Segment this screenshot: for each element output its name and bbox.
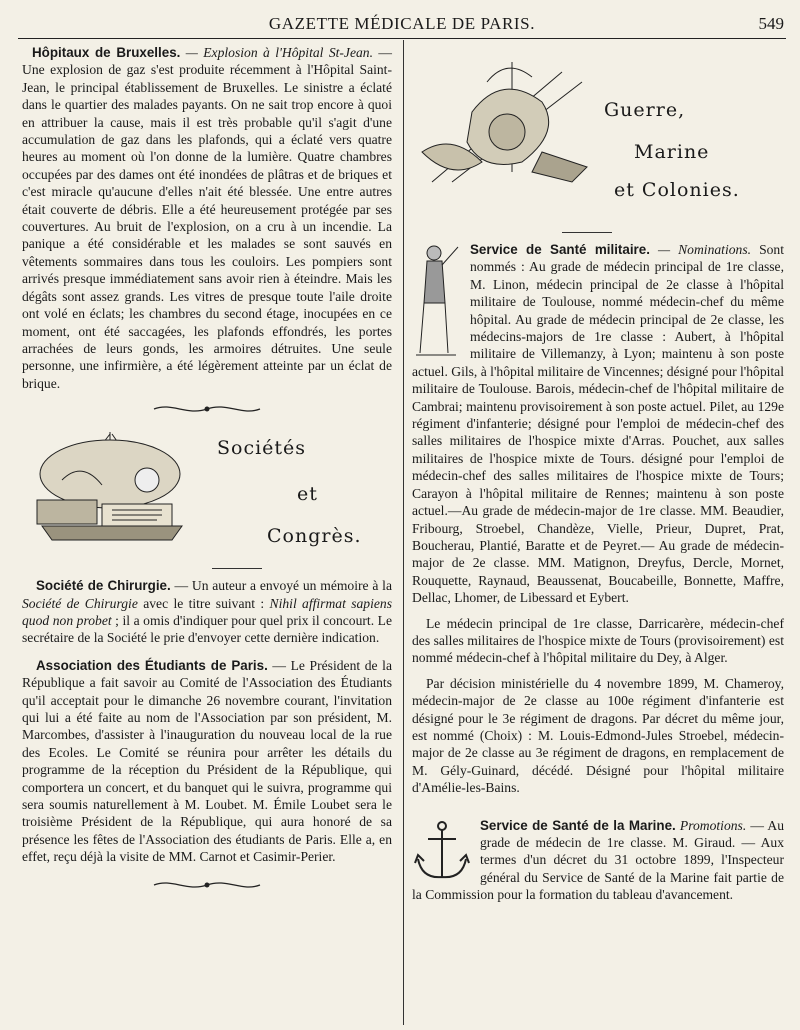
chirurgie-heading: Société de Chirurgie. bbox=[36, 578, 171, 594]
page-header bbox=[18, 10, 786, 39]
column-divider bbox=[403, 40, 404, 1025]
hospitals-article bbox=[22, 44, 392, 392]
chirurgie-italic-1: Société de Chirurgie bbox=[22, 595, 138, 611]
banner-line-3: et Colonies. bbox=[614, 179, 740, 201]
chirurgie-body-1: — Un auteur a envoyé un mémoire à la bbox=[170, 578, 392, 594]
association-heading: Association des Étudiants de Paris. bbox=[36, 657, 268, 673]
marine-article bbox=[412, 817, 784, 904]
militaire-body-3: Par décision ministérielle du 4 novembre 1899, M. Chameroy, médecin-major de 2e classe au 100e régiment d'infanterie est désigné pour le 3e régiment de dragons. Par décret du même jour, est nommé (Choix) : M. Louis-Edmond-Jules Stroebel, médecin-major de 2e classe au 3e régiment de dragons, en remplacement de M. Gély-Guinard, décédé. Désigné pour l'hôpital militaire d'Amélie-les-Bains. bbox=[412, 675, 784, 796]
journal-title: GAZETTE MÉDICALE DE PARIS. bbox=[268, 14, 536, 33]
banner-line-3: Congrès. bbox=[267, 525, 362, 548]
guerre-banner bbox=[412, 52, 784, 202]
militaire-body-1: Sont nommés : Au grade de médecin principal de 1re classe, M. Linon, médecin principal de 2e classe à l'hôpital militaire de Toulouse, nommé médecin-chef du même hôpital. Au grade de médecin principal de 2e classe, les médecins-majors de 1re classe : Aubert, à l'hôpital militaire de Villemanzy, à Lyon; maintenu à son poste actuel. Gils, à l'hôpital militaire de Vincennes; désigné pour l'hôpital militaire de Toulouse. Barois, médecin-chef de l'hôpital militaire de Cambrai; maintenu provisoirement à son poste actuel. Pilet, au 129e régiment d'infanterie; désigné pour l'emploi de médecin-chef des salles militaires de l'hospice mixte d'Arras. Pouchet, aux salles militaires de l'hospice mixte de Tours. désigné pour l'emploi de médecin-chef des salles militaires de l'hospice mixte de Tours; Carayon à l'hôpital militaire de Rennes; maintenu à son poste actuel.—Au grade de médecin-major de 1re classe. MM. Beaudier, Fribourg, Stroebel, Chandèze, Vielle, Prieur, Dupret, Prat, Boucherau, Plantié, Baratte et de Peyret.— Au grade de médecin-major de 2e classe. MM. Matignon, Dreyfus, Dercle, Mornet, Rouquette, Raynaud, Beaussenat, Boucabeille, Bonnette, Maffre, Dellac, Lhomer, de Libessard et Eybert. bbox=[412, 242, 784, 606]
short-rule bbox=[212, 568, 262, 569]
soldier-engraving-icon bbox=[412, 243, 462, 361]
trophy-engraving-icon bbox=[412, 52, 602, 192]
banner-line-1: Sociétés bbox=[217, 437, 307, 460]
flourish-divider-icon bbox=[152, 878, 262, 892]
chirurgie-body-2: avec le titre suivant : bbox=[137, 595, 270, 611]
banner-line-2: Marine bbox=[634, 141, 710, 163]
right-column bbox=[412, 44, 784, 904]
militaire-subheading: — Nominations. bbox=[649, 242, 752, 257]
hospitals-subheading: — Explosion à l'Hôpital St-Jean. bbox=[185, 45, 373, 60]
militaire-article bbox=[412, 241, 784, 797]
chirurgie-body-3: ; il a omis d'indiquer pour quel prix il concourt. Le secrétaire de la Société le prie d'envoyer cette dernière indication. bbox=[22, 612, 392, 646]
societes-banner bbox=[22, 422, 392, 562]
marine-heading: Service de Santé de la Marine. bbox=[480, 817, 676, 833]
marine-subheading: Promotions. bbox=[675, 817, 747, 833]
militaire-heading: Service de Santé militaire. bbox=[470, 242, 650, 257]
hospitals-heading: Hôpitaux de Bruxelles. bbox=[32, 45, 181, 60]
militaire-body-2: Le médecin principal de 1re classe, Darricarère, médecin-chef des salles militaires de l'hospice mixte de Tours (provisoirement) est nommé médecin-chef à l'hôpital militaire du Dey, à Alger. bbox=[412, 615, 784, 666]
anchor-icon bbox=[412, 819, 472, 883]
hospitals-body: — Une explosion de gaz s'est produite récemment à l'Hôpital Saint-Jean, le principal établissement de Bruxelles. Le sinistre a éclaté dans le quartier des malades payants. On ne sait trop encore à quoi en attribuer la cause, mais il est très probable qu'il s'agit d'une accumulation de gaz dans les plafonds, qui a éclaté vers quatre heures au moment où l'on donne de la lumière. Quatre chambres occupées par des dames ont été inondées de plâtras et de briques et c'est miracle qu'aucune d'elles n'ait été blessée. Une entre autres était couverte de débris. Elle a été heureusement protégée par ses couvertures. Au bruit de l'explosion, on a cru à un incendie. La panique a été considérable et les malades se sont sauvés en vêtements sommaires dans tous les couloirs. Les pompiers sont arrivés presque immédiatement sans avoir rien à éteindre. Mais les dégâts sont assez grands. Les vitres de presque toute l'aile droite ont volé en éclats; les chambres du second étage, inocupées en ce moment, ont été saccagées, les plafonds effondrés, les portes arrachées de leurs gonds, les armoires détruites. Une seule personne, une infirmière, a été légèrement atteinte par un éclat de brique. bbox=[22, 45, 392, 391]
marine-body: — Au grade de médecin de 1re classe. M. Giraud. — Aux termes d'un décret du 31 octobre 1899, l'Inspecteur général du Service de Santé de la Marine fait partie de la Commission pour la formation du tableau d'avancement. bbox=[412, 817, 784, 903]
page-number: 549 bbox=[758, 14, 784, 33]
short-rule bbox=[562, 232, 612, 233]
chirurgie-italic-2: Nihil affirmat sapiens quod non probet bbox=[22, 595, 392, 628]
flourish-divider-icon bbox=[152, 402, 262, 416]
chirurgie-article bbox=[22, 577, 392, 647]
books-engraving-icon bbox=[22, 430, 197, 548]
association-body: — Le Président de la République a fait savoir au Comité de l'Association des Étudiants qu'il acceptait pour le dimanche 26 novembre courant, l'invitation qui lui a été faite au nom de l'Association par son président, M. Marcombes, d'assister à l'inauguration du nouveau local de la rue des Ecoles. Le Comité se réunira pour arrêter les détails du programme de la réception du Président de la République, qui comportera un concert, et du banquet qui le suivra, programme qui sera soumis naturellement à M. Loubet. M. Émile Loubet sera le troisième Président de la République, qui aura honoré de sa présence les fêtes de l'Association des étudiants de Paris. Elle a, en effet, reçu déjà la visite de MM. Carnot et Casimir-Perier. bbox=[22, 657, 392, 865]
banner-line-2: et bbox=[297, 483, 318, 506]
banner-line-1: Guerre, bbox=[604, 99, 686, 121]
left-column bbox=[22, 44, 392, 892]
association-article bbox=[22, 657, 392, 866]
